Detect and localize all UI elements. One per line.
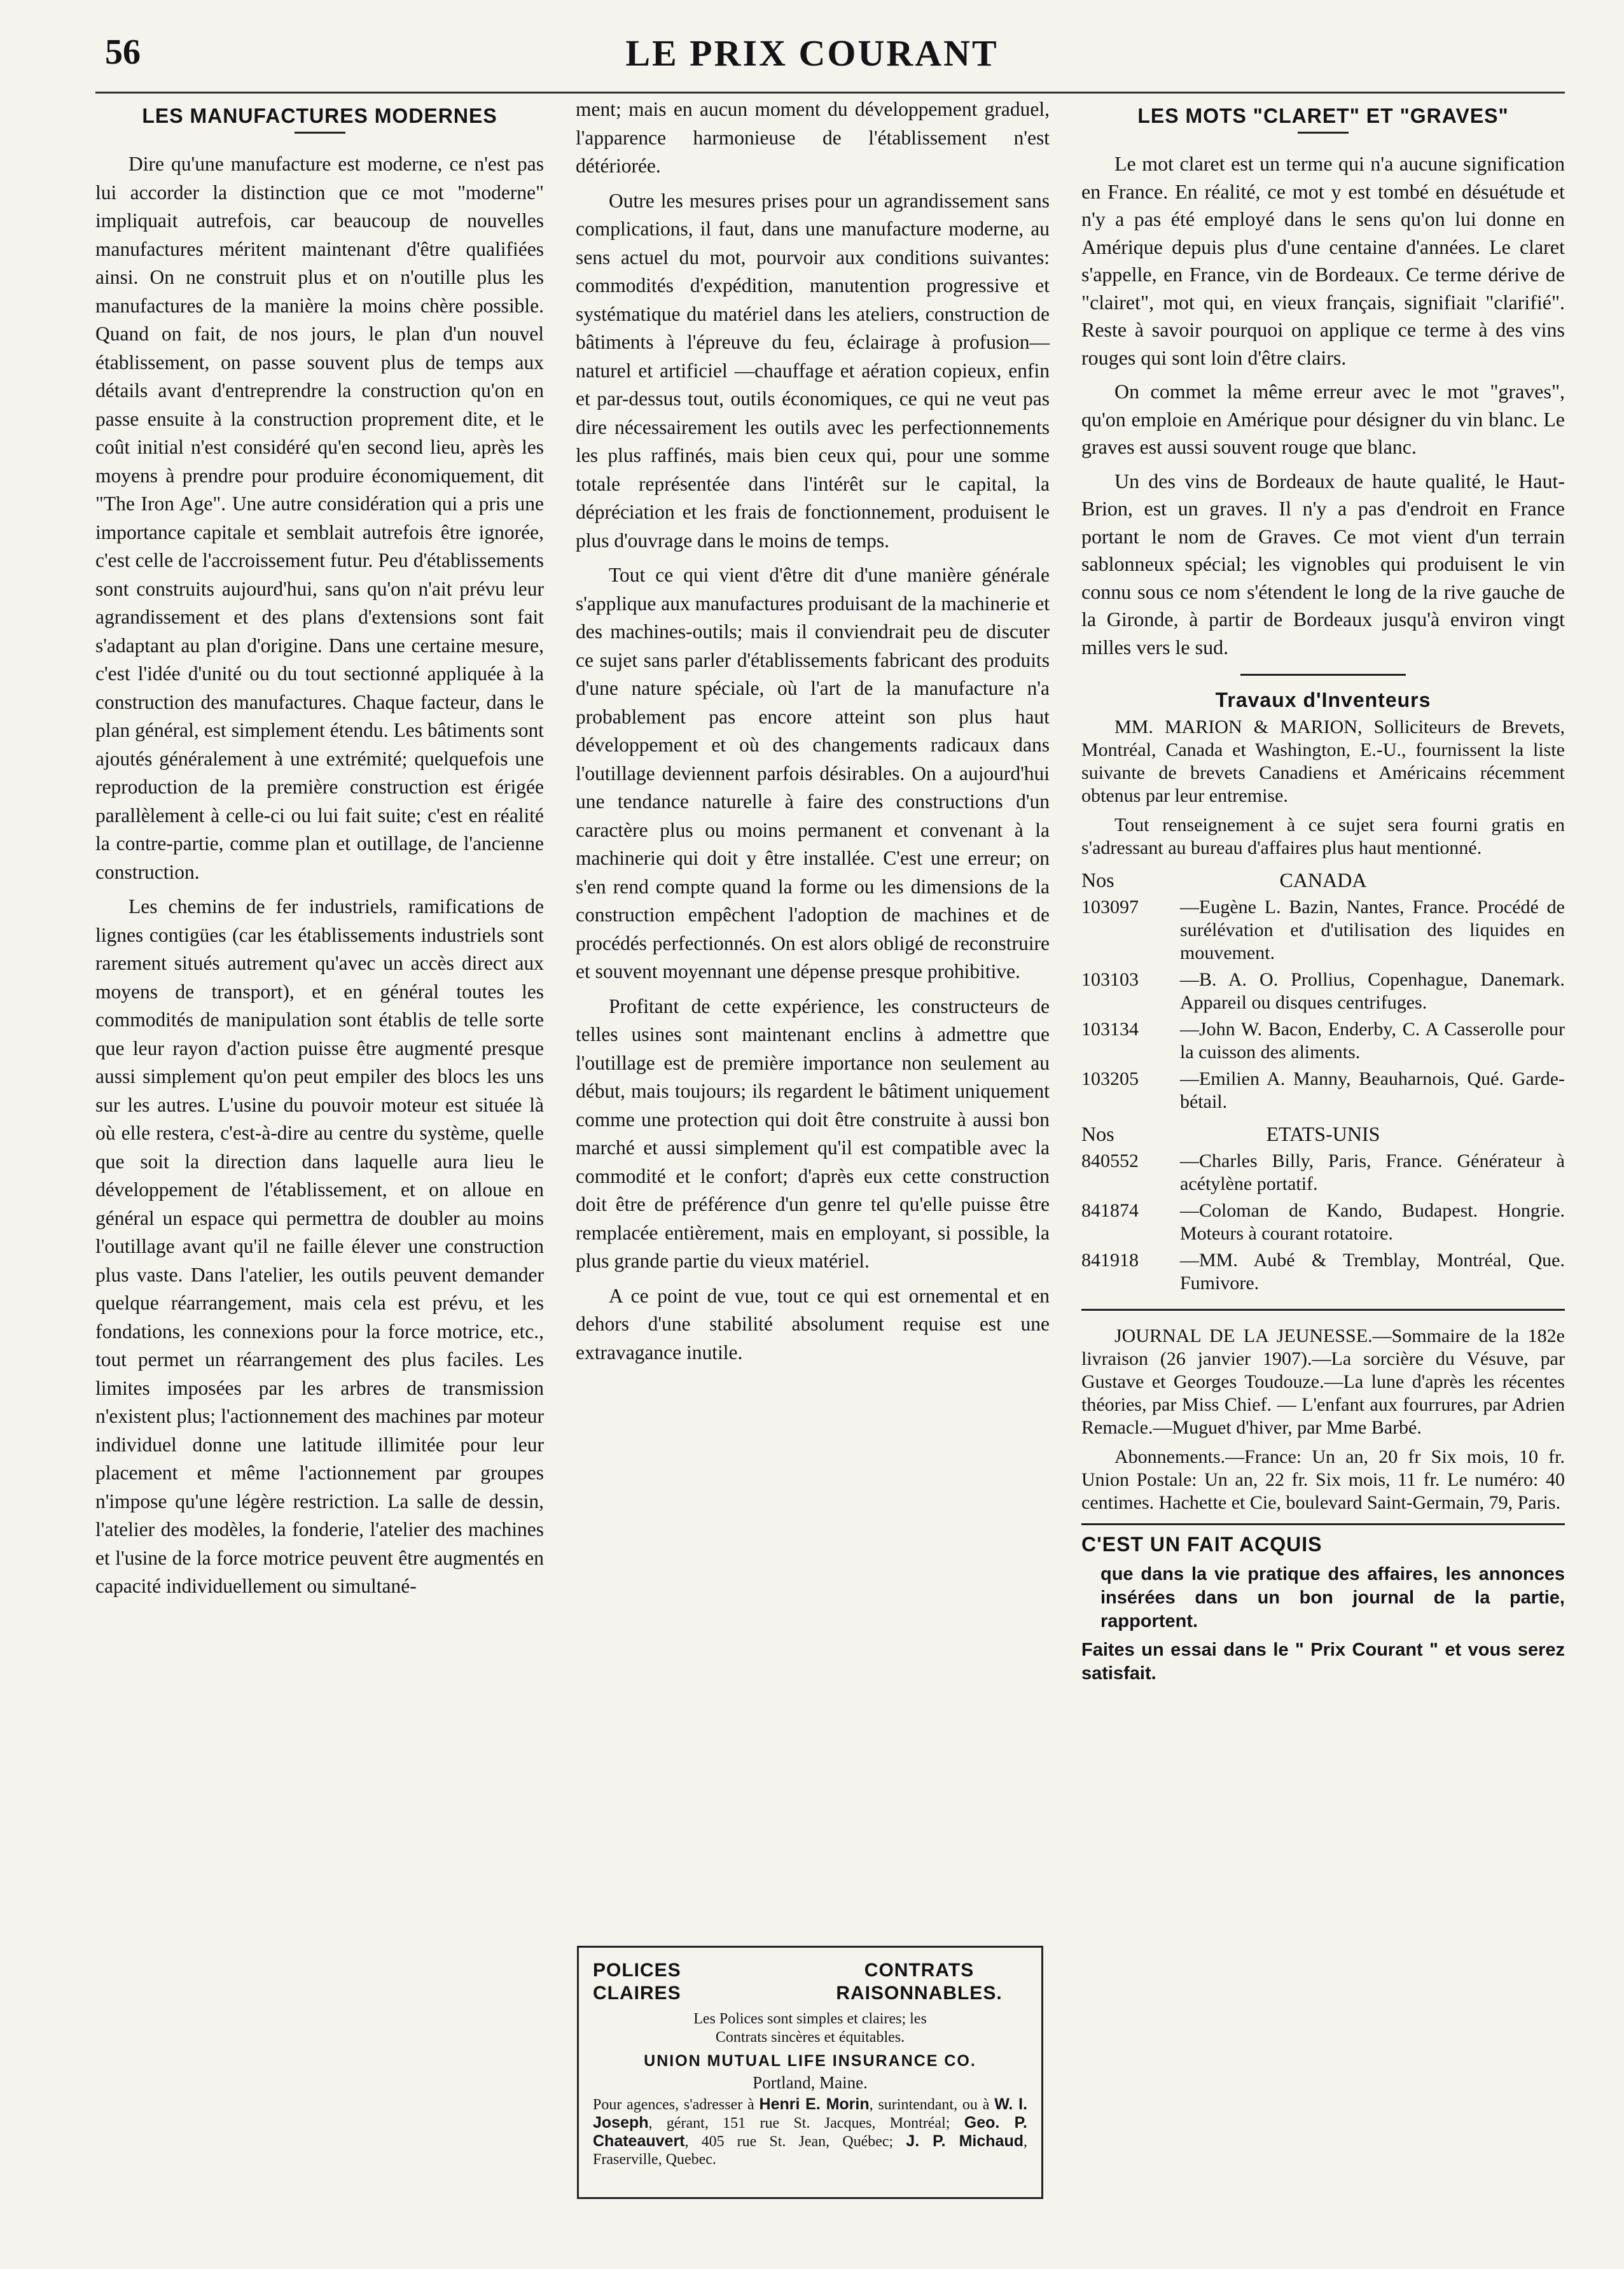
title-divider	[295, 132, 345, 134]
paragraph: MM. MARION & MARION, Solliciteurs de Brevets, Montréal, Canada et Washington, E.-U., fournissent la liste suivante de brevets Canadiens et Américains récemment obtenus par leur entremise.	[1081, 716, 1565, 806]
article-body-manufactures	[95, 150, 544, 1601]
ad-raisonnables: RAISONNABLES.	[836, 1983, 1003, 2004]
article-body-claret	[1081, 150, 1565, 661]
patent-entry	[1081, 1249, 1565, 1295]
ad-agent-name: W. I. Joseph	[593, 2095, 1028, 2132]
patent-entry	[1081, 1150, 1565, 1196]
ad-company: UNION MUTUAL LIFE INSURANCE CO.	[644, 2052, 976, 2070]
title-divider	[1298, 132, 1349, 134]
ad-contrats: CONTRATS	[864, 1960, 975, 1981]
ad-polices: POLICES	[593, 1960, 681, 1981]
paragraph: Profitant de cette expérience, les constructeurs de telles usines sont maintenant enclins à admettre que l'outillage est de première importance non seulement au début, mais toujours; ils regardent le bâtiment uniquement comme une protection qui doit être construite à aussi bon marché et aussi simplement qu'il est compatible avec la commodité et le confort; d'après eux cette construction doit être de préférence d'un genre tel qu'elle puisse être remplacée entièrement, mais en employant, si possible, la plus grande partie du vieux matériel.	[576, 995, 1050, 1272]
section-divider	[1081, 1309, 1565, 1311]
patent-list-header-canada	[1081, 869, 1565, 892]
patent-entry	[1081, 1068, 1565, 1114]
ad-agent-detail: , surintendant, ou à	[869, 2097, 990, 2113]
patent-text: —MM. Aubé & Tremblay, Montréal, Que. Fumivore.	[1180, 1250, 1565, 1294]
patent-entry	[1081, 968, 1565, 1014]
ad-agent-detail: , gérant, 151 rue St. Jacques, Montréal;	[648, 2115, 950, 2132]
section-title-fait: C'EST UN FAIT ACQUIS	[1081, 1533, 1322, 1556]
patent-list-us	[1081, 1150, 1565, 1295]
patent-text: —Coloman de Kando, Budapest. Hongrie. Moteurs à courant rotatoire.	[1180, 1200, 1565, 1244]
article-title-manufactures: LES MANUFACTURES MODERNES	[142, 104, 497, 127]
section-divider	[1081, 1523, 1565, 1525]
paragraph: Outre les mesures prises pour un agrandissement sans complications, il faut, dans une manufacture moderne, au sens actuel du mot, pourvoir aux conditions suivantes: commodités d'expédition, manutention progressive et systématique du matériel dans les ateliers, construction de bâtiments à l'épreuve du feu, éclairage à profusion—naturel et artificiel —chauffage et aération copieux, enfin et par-dessus tout, outils économiques, ce qui ne veut pas dire nécessairement les outils avec les perfectionnements les plus raffinés, mais bien ceux qui, pour une somme totale représentée dans l'intérêt sur le capital, la dépréciation et les frais de fonctionnement, produisent le plus d'ouvrage dans le moins de temps.	[576, 189, 1050, 552]
nos-label: Nos	[1081, 869, 1114, 891]
paragraph: Un des vins de Bordeaux de haute qualité, le Haut-Brion, est un graves. Il n'y a pas d'endroit en France portant le nom de Graves. Ce mot vient d'un terrain sablonneux spécial; les vignobles qui produisent le vin connu sous ce nom s'étendent le long de la rive gauche de la Gironde, à partir de Bordeaux jusqu'à environ vingt milles vers le sud.	[1081, 469, 1565, 659]
page-number: 56	[105, 32, 141, 72]
ad-agents-intro: Pour agences, s'adresser à	[593, 2097, 754, 2113]
patent-number: 841918	[1081, 1250, 1139, 1271]
ad-agent-name: Henri E. Morin	[759, 2095, 870, 2113]
page-title: LE PRIX COURANT	[625, 32, 999, 74]
patent-entry	[1081, 1018, 1565, 1064]
ad-claires: CLAIRES	[593, 1983, 681, 2004]
ad-tagline-1: Les Polices sont simples et claires; les	[693, 2011, 927, 2027]
ad-agent-detail: , 405 rue St. Jean, Québec;	[684, 2133, 894, 2150]
patent-text: —Emilien A. Manny, Beauharnois, Qué. Garde-bétail.	[1180, 1068, 1565, 1112]
patent-number: 840552	[1081, 1150, 1139, 1171]
patent-text: —John W. Bacon, Enderby, C. A Casserolle pour la cuisson des aliments.	[1180, 1019, 1565, 1063]
patent-number: 103097	[1081, 897, 1139, 918]
header-rule	[95, 92, 1565, 94]
fait-text-cta: Faites un essai dans le " Prix Courant " et vous serez satisfait.	[1081, 1640, 1565, 1684]
ad-agent-name: J. P. Michaud	[906, 2132, 1024, 2150]
insurance-advertisement	[577, 1946, 1043, 2199]
patent-number: 841874	[1081, 1200, 1139, 1221]
column-2	[576, 95, 1050, 1373]
paragraph: Tout ce qui vient d'être dit d'une manière générale s'applique aux manufactures produisant de la machinerie et des machines-outils; mais il conviendrait peu de discuter ce sujet sans parler d'établissements fabricant des produits d'une nature spéciale, où l'art de la manufacture n'a probablement pas encore atteint son plus haut développement et où des changements radicaux dans l'outillage deviennent parfois désirables. On a aujourd'hui une tendance naturelle à faire des constructions d'un caractère plus ou moins permanent et convenant à la machinerie qui doit y être installée. C'est une erreur; on s'en rend compte quand la forme ou les dimensions de la construction empêchent l'adoption de machines et de procédés perfectionnés. On est alors obligé de reconstruire et souvent moyennant une dépense presque prohibitive.	[576, 564, 1050, 982]
column-1	[95, 95, 544, 1607]
paragraph: Dire qu'une manufacture est moderne, ce n'est pas lui accorder la distinction que ce mot "moderne" impliquait autrefois, car beaucoup de nouvelles manufactures méritent maintenant d'être qualifiées ainsi. On ne construit plus et on n'outille plus les manufactures de la manière la moins chère possible. Quand on fait, de nos jours, le plan d'un nouvel établissement, on passe souvent plus de temps aux détails avant d'entreprendre la construction qu'on en passe ensuite à la construction proprement dite, et le coût initial n'est considéré qu'en second lieu, après les moyens à prendre pour produire économiquement, dit "The Iron Age". Une autre considération qui a pris une importance capitale et semblait autrefois être ignorée, c'est celle de l'accroissement futur. Peu d'établissements sont construits aujourd'hui, sans qu'on n'ait prévu leur agrandissement et des plans d'extensions sont fait s'adaptant au plan d'origine. Dans une certaine mesure, c'est l'idée d'unité ou du tout sectionné appliquée à la construction des manufactures. Chaque facteur, dans le plan général, est simplement étendu. Les bâtiments sont ajoutés généralement à une extrémité; quelquefois une reproduction de la première construction est érigée parallèlement à celle-ci ou lui fait suite; c'est en réalité la contre-partie, comme plan et outillage, de l'ancienne construction.	[95, 153, 544, 883]
ad-headline	[593, 1959, 1027, 2005]
fait-text: que dans la vie pratique des affaires, les annonces insérées dans un bon journal de la partie, rapportent.	[1100, 1564, 1565, 1631]
ad-agent-name: Geo. P. Chateauvert	[593, 2114, 1028, 2150]
patent-text: —Charles Billy, Paris, France. Générateur à acétylène portatif.	[1180, 1150, 1565, 1194]
country-label-canada: CANADA	[1279, 869, 1367, 891]
paragraph: On commet la même erreur avec le mot "graves", qu'on emploie en Amérique pour désigner du vin blanc. Le graves est aussi souvent rouge que blanc.	[1081, 380, 1565, 458]
journal-notice	[1081, 1325, 1565, 1514]
column-3	[1081, 95, 1565, 1686]
article-body-continued	[576, 95, 1050, 1367]
patent-text: —Eugène L. Bazin, Nantes, France. Procédé de surélévation et d'utilisation des liquides en mouvement.	[1180, 897, 1565, 963]
patent-number: 103205	[1081, 1068, 1139, 1089]
patent-list-canada	[1081, 896, 1565, 1114]
travaux-intro	[1081, 716, 1565, 860]
patent-list-header-us	[1081, 1122, 1565, 1146]
page-header	[0, 28, 1624, 85]
ad-agent-detail: , Fraserville, Quebec.	[593, 2133, 1028, 2168]
ad-city: Portland, Maine.	[753, 2073, 868, 2092]
section-title-travaux: Travaux d'Inventeurs	[1215, 688, 1431, 711]
ad-tagline-2: Contrats sincères et équitables.	[715, 2029, 905, 2046]
section-divider	[1240, 674, 1406, 676]
paragraph: Le mot claret est un terme qui n'a aucune signification en France. En réalité, ce mot y est tombé en désuétude et n'y a pas été employé dans le sens qu'on lui donne en Amérique depuis plus d'une centaine d'années. Le claret s'appelle, en France, vin de Bordeaux. Ce terme dérive de "clairet", mot qui, en vieux français, signifiait "clarifié". Reste à savoir pourquoi on applique ce terme à des vins rouges qui sont loin d'être clairs.	[1081, 152, 1565, 369]
patent-entry	[1081, 896, 1565, 965]
patent-entry	[1081, 1199, 1565, 1245]
article-title-claret: LES MOTS "CLARET" ET "GRAVES"	[1137, 104, 1509, 127]
nos-label: Nos	[1081, 1122, 1114, 1145]
paragraph: A ce point de vue, tout ce qui est ornemental et en dehors d'une stabilité absolument requise est une extravagance inutile.	[576, 1284, 1050, 1364]
patent-text: —B. A. O. Prollius, Copenhague, Danemark. Appareil ou disques centrifuges.	[1180, 969, 1565, 1013]
fait-notice	[1081, 1563, 1565, 1686]
patent-number: 103134	[1081, 1019, 1139, 1040]
patent-number: 103103	[1081, 969, 1139, 990]
paragraph: Les chemins de fer industriels, ramifications de lignes contigües (car les établissements industriels sont rarement situés autrement qu'avec un accès direct aux moyens de transport), et en général toutes les commodités de manipulation sont établis de telle sorte que leur rayon d'action puisse être augmenté presque aussi simplement qu'on peut empiler des blocs les uns sur les autres. L'usine du pouvoir moteur est située là où elle restera, c'est-à-dire au centre du système, quelle que soit la direction dans laquelle aura lieu le développement de l'établissement, et on alloue en général un espace qui permettra de doubler au moins l'outillage avant qu'il ne faille élever une construction plus vaste. Dans l'atelier, les outils peuvent demander quelque réarrangement, mais cela est prévu, et les fondations, les connexions pour la force motrice, etc., tout permet un réarrangement des plus faciles. Les limites imposées par les arbres de transmission n'existent plus; l'actionnement des machines par moteur individuel donne une latitude illimitée pour leur placement et même l'actionnement par groupes n'impose qu'une légère restriction. La salle de dessin, l'atelier des modèles, la fonderie, l'atelier des machines et l'usine de la force motrice peuvent être augmentés en capacité individuellement ou simultané-	[95, 895, 544, 1597]
paragraph: JOURNAL DE LA JEUNESSE.—Sommaire de la 182e livraison (26 janvier 1907).—La sorcière du Vésuve, par Gustave et Georges Toudouze.—La lune d'après les récentes théories, par Miss Chief. — L'enfant aux fourrures, par Adrien Remacle.—Muguet d'hiver, par Mme Barbé.	[1081, 1325, 1565, 1438]
country-label-us: ETATS-UNIS	[1266, 1122, 1380, 1145]
paragraph: Abonnements.—France: Un an, 20 fr Six mois, 10 fr. Union Postale: Un an, 22 fr. Six mois, 11 fr. Le numéro: 40 centimes. Hachette et Cie, boulevard Saint-Germain, 79, Paris.	[1081, 1446, 1565, 1513]
paragraph: ment; mais en aucun moment du développement graduel, l'apparence harmonieuse de l'établissement n'est détériorée.	[576, 98, 1050, 177]
ad-agents	[593, 2095, 1027, 2168]
paragraph: Tout renseignement à ce sujet sera fourni gratis en s'adressant au bureau d'affaires plus haut mentionné.	[1081, 814, 1565, 858]
